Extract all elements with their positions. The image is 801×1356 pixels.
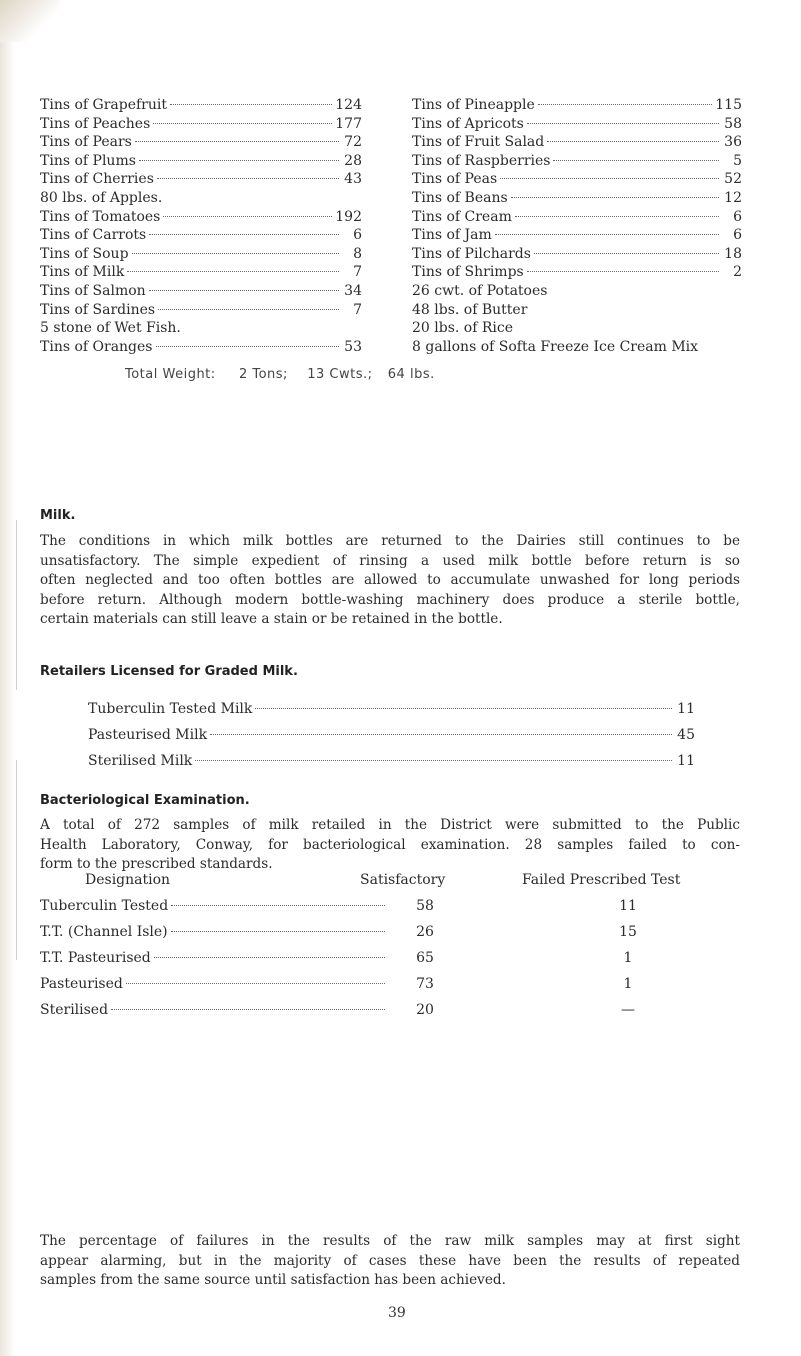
satisfactory-cell: 26 <box>416 924 434 940</box>
designation-cell <box>40 976 385 992</box>
inventory-item-count: 6 <box>733 208 742 225</box>
inventory-row <box>40 338 362 357</box>
dot-leader <box>139 160 339 161</box>
inventory-item-count: 6 <box>353 227 362 244</box>
satisfactory-cell: 20 <box>416 1002 434 1018</box>
satisfactory-cell: 65 <box>416 950 434 966</box>
paragraph-line: A total of 272 samples of milk retailed in the District were submitted to the Public <box>40 817 740 833</box>
designation-label: Tuberculin Tested <box>40 898 169 914</box>
inventory-row <box>412 133 742 152</box>
dot-leader <box>547 141 719 142</box>
inventory-row <box>40 96 362 115</box>
inventory-item-count: 8 <box>353 245 362 262</box>
designation-cell <box>40 1002 385 1018</box>
bacteriological-heading: Bacteriological Examination. <box>40 793 250 808</box>
inventory-row <box>40 263 362 282</box>
inventory-item-label: Tins of Raspberries <box>412 152 551 169</box>
inventory-row-note: 5 stone of Wet Fish. <box>40 320 181 337</box>
retailer-count: 11 <box>677 753 695 769</box>
dot-leader <box>158 309 339 310</box>
designation-label: T.T. Pasteurised <box>40 950 151 966</box>
dot-leader <box>154 957 385 958</box>
inventory-item-label: Tins of Plums <box>40 152 136 169</box>
milk-heading: Milk. <box>40 508 76 523</box>
dot-leader <box>511 197 719 198</box>
dot-leader <box>495 234 719 235</box>
total-weight-tons: 2 Tons; <box>238 367 288 382</box>
inventory-item-count: 58 <box>724 115 742 132</box>
inventory-item-label: Tins of Grapefruit <box>40 97 167 113</box>
inventory-row <box>40 208 362 227</box>
inventory-item-count: 7 <box>353 264 362 281</box>
bacteriological-table <box>40 872 740 1028</box>
dot-leader <box>538 104 713 105</box>
inventory-row <box>40 226 362 245</box>
inventory-item-count: 18 <box>724 245 742 262</box>
dot-leader <box>534 253 719 254</box>
scan-margin-line <box>16 520 17 690</box>
dot-leader <box>127 271 339 272</box>
inventory-item-count: 34 <box>344 282 362 299</box>
table-row <box>40 898 740 924</box>
retailer-row <box>88 701 695 727</box>
paragraph-line: The percentage of failures in the results of the raw milk samples may at first sight <box>40 1233 740 1249</box>
dot-leader <box>156 346 340 347</box>
inventory-item-count: 36 <box>724 134 742 151</box>
designation-label: Pasteurised <box>40 976 123 992</box>
inventory-item-count: 5 <box>733 152 742 169</box>
inventory-item-label: Tins of Fruit Salad <box>412 134 545 151</box>
inventory-item-count: 6 <box>733 227 742 244</box>
dot-leader <box>553 160 719 161</box>
retailer-row <box>88 727 695 753</box>
inventory-row <box>40 133 362 152</box>
inventory-item-count: 192 <box>335 208 362 225</box>
inventory-row <box>40 170 362 189</box>
dot-leader <box>149 290 339 291</box>
inventory-item-label: Tins of Soup <box>40 245 129 262</box>
dot-leader <box>210 734 672 735</box>
inventory-item-label: Tins of Shrimps <box>412 264 524 281</box>
inventory-left-column <box>40 96 362 356</box>
inventory-item-count: 52 <box>724 171 742 188</box>
paragraph-line: samples from the same source until satisfaction has been achieved. <box>40 1272 506 1288</box>
satisfactory-cell: 58 <box>416 898 434 914</box>
inventory-row <box>412 189 742 208</box>
inventory-item-count: 177 <box>335 115 362 132</box>
inventory-item-label: Tins of Salmon <box>40 282 146 299</box>
paragraph-line: appear alarming, but in the majority of cases these have been the results of repeated <box>40 1252 740 1269</box>
dot-leader <box>171 931 385 932</box>
failed-header: Failed Prescribed Test <box>522 872 681 888</box>
satisfactory-header: Satisfactory <box>360 872 446 888</box>
inventory-item-label: Tins of Milk <box>40 264 125 281</box>
inventory-row <box>40 115 362 134</box>
inventory-row <box>40 282 362 301</box>
inventory-item-label: Tins of Carrots <box>40 227 147 244</box>
inventory-item-count: 12 <box>724 189 742 206</box>
inventory-row <box>412 96 742 115</box>
inventory-item-label: Tins of Jam <box>412 227 492 244</box>
designation-cell <box>40 898 385 914</box>
page-number: 39 <box>388 1305 406 1321</box>
milk-paragraph <box>40 532 740 630</box>
inventory-row <box>412 263 742 282</box>
dot-leader <box>171 905 385 906</box>
inventory-item-label: Tins of Apricots <box>412 115 524 132</box>
paragraph-line: often neglected and too often bottles are allowed to accumulate unwashed for long periods <box>40 572 740 588</box>
inventory-row <box>412 115 742 134</box>
inventory-row <box>412 245 742 264</box>
designation-header: Designation <box>85 872 171 888</box>
inventory-item-label: Tins of Cream <box>412 208 512 225</box>
dot-leader <box>527 123 719 124</box>
inventory-item-label: Tins of Peaches <box>40 115 151 132</box>
inventory-item-count: 124 <box>335 97 362 113</box>
dot-leader <box>157 178 339 179</box>
inventory-item-label: Tins of Sardines <box>40 301 156 318</box>
failed-cell: 15 <box>619 924 637 940</box>
table-row <box>40 950 740 976</box>
retailers-list <box>88 701 695 779</box>
inventory-row <box>40 152 362 171</box>
inventory-row <box>412 226 742 245</box>
inventory-item-count: 28 <box>344 152 362 169</box>
dot-leader <box>255 708 672 709</box>
failed-cell: 1 <box>623 976 633 992</box>
dot-leader <box>149 234 339 235</box>
dot-leader <box>132 253 339 254</box>
paragraph-line: certain materials can still leave a stain or be retained in the bottle. <box>40 611 503 627</box>
designation-label: Sterilised <box>40 1002 109 1018</box>
inventory-item-label: Tins of Peas <box>412 171 498 188</box>
inventory-row <box>412 152 742 171</box>
inventory-item-count: 72 <box>344 134 362 151</box>
failed-cell: — <box>621 1002 635 1018</box>
inventory-item-label: Tins of Pilchards <box>412 245 531 262</box>
dot-leader <box>153 123 332 124</box>
inventory-row-note: 20 lbs. of Rice <box>412 320 513 337</box>
total-weight-label: Total Weight: <box>125 367 216 382</box>
inventory-row <box>40 301 362 320</box>
inventory-item-count: 53 <box>344 338 362 355</box>
retailer-count: 11 <box>677 701 695 717</box>
inventory-item-label: Tins of Tomatoes <box>40 208 161 225</box>
inventory-row-note: 80 lbs. of Apples. <box>40 189 163 206</box>
total-weight-cwts: 13 Cwts.; <box>307 367 373 382</box>
retailer-label: Tuberculin Tested Milk <box>88 701 253 717</box>
designation-cell <box>40 950 385 966</box>
inventory-item-label: Tins of Beans <box>412 189 508 206</box>
satisfactory-cell: 73 <box>416 976 434 992</box>
table-header-row <box>40 872 740 898</box>
scan-edge-shadow <box>0 0 14 1356</box>
table-row <box>40 1002 740 1028</box>
inventory-item-label: Tins of Pineapple <box>412 97 535 113</box>
dot-leader <box>163 216 332 217</box>
retailer-count: 45 <box>677 727 695 743</box>
inventory-row <box>412 208 742 227</box>
paragraph-line: unsatisfactory. The simple expedient of rinsing a used milk bottle before return is so <box>40 552 740 569</box>
closing-paragraph <box>40 1232 740 1291</box>
dot-leader <box>195 760 672 761</box>
bacteriological-paragraph <box>40 816 740 875</box>
failed-cell: 11 <box>619 898 637 914</box>
retailer-label: Sterilised Milk <box>88 753 193 769</box>
failed-cell: 1 <box>623 950 633 966</box>
paragraph-line: before return. Although modern bottle-washing machinery does produce a sterile bottle, <box>40 591 740 608</box>
dot-leader <box>126 983 385 984</box>
retailer-label: Pasteurised Milk <box>88 727 208 743</box>
inventory-item-label: Tins of Oranges <box>40 338 153 355</box>
dot-leader <box>170 104 332 105</box>
table-row <box>40 976 740 1002</box>
inventory-row-note: 48 lbs. of Butter <box>412 301 528 318</box>
inventory-row <box>40 245 362 264</box>
inventory-item-count: 43 <box>344 171 362 188</box>
dot-leader <box>527 271 719 272</box>
dot-leader <box>135 141 339 142</box>
dot-leader <box>111 1009 385 1010</box>
designation-cell <box>40 924 385 940</box>
dot-leader <box>515 216 719 217</box>
inventory-item-count: 7 <box>353 301 362 318</box>
retailer-row <box>88 753 695 779</box>
retailers-heading: Retailers Licensed for Graded Milk. <box>40 664 298 679</box>
dot-leader <box>500 178 719 179</box>
table-row <box>40 924 740 950</box>
paragraph-line: The conditions in which milk bottles are returned to the Dairies still continues to be <box>40 533 740 549</box>
total-weight-lbs: 64 lbs. <box>387 367 435 382</box>
inventory-row <box>412 170 742 189</box>
inventory-item-count: 2 <box>733 264 742 281</box>
inventory-item-label: Tins of Cherries <box>40 171 154 188</box>
total-weight <box>125 367 435 382</box>
inventory-right-column <box>412 96 742 356</box>
inventory-row-note: 26 cwt. of Potatoes <box>412 282 548 299</box>
paragraph-line: Health Laboratory, Conway, for bacteriological examination. 28 samples failed to con- <box>40 836 740 853</box>
inventory-item-label: Tins of Pears <box>40 134 132 151</box>
scan-corner-mark <box>0 0 60 42</box>
scan-margin-line <box>16 760 17 960</box>
paragraph-line: form to the prescribed standards. <box>40 856 273 872</box>
inventory-row-note: 8 gallons of Softa Freeze Ice Cream Mix <box>412 338 699 355</box>
designation-label: T.T. (Channel Isle) <box>40 924 168 940</box>
inventory-item-count: 115 <box>715 97 742 113</box>
